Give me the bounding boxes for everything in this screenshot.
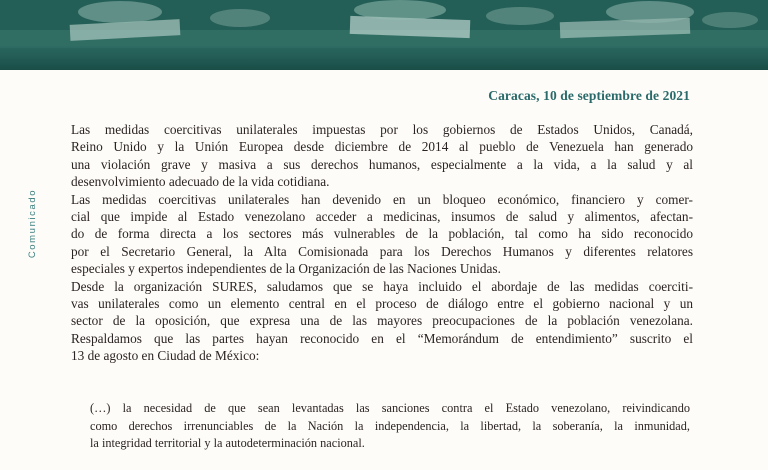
paragraph-1-line-3: una violación grave y masiva a sus derechos humanos, especialmente a la vida, a la salud y al — [71, 156, 693, 172]
paragraph-2-line-2: cial que impide al Estado venezolano acceder a medicinas, insumos de salud y alimentos, afectan- — [71, 208, 693, 224]
paragraph-3-line-1: Desde la organización SURES, saludamos que se haya incluido el abordaje de las medidas coerciti- — [71, 278, 693, 294]
paragraph-3-line-2: vas unilaterales como un elemento central en el proceso de diálogo entre el gobierno nacional y un — [71, 295, 693, 311]
meeting-photo — [0, 0, 768, 70]
paragraph-2-line-4: por el Secretario General, la Alta Comisionada para los Derechos Humanos y diferentes relatores — [71, 243, 693, 259]
paragraph-4-line-1: Respaldamos que las partes hayan reconocido en el “Memorándum de entendimiento” suscrito el — [71, 330, 693, 346]
side-label-text: Comunicado — [27, 188, 39, 258]
paragraph-1-line-4: desenvolvimiento adecuado de la vida cotidiana. — [71, 174, 330, 190]
header-banner-image — [0, 0, 768, 70]
section-side-label — [26, 182, 40, 264]
quote-line-1: (…) la necesidad de que sean levantadas las sanciones contra el Estado venezolano, reivindicando — [90, 401, 690, 415]
quote-line-3: la integridad territorial y la autodeterminación nacional. — [90, 436, 365, 450]
quoted-memorandum-excerpt — [90, 400, 690, 453]
date-location-line: Caracas, 10 de septiembre de 2021 — [488, 88, 690, 103]
paragraph-1-line-2: Reino Unido y la Unión Europea desde diciembre de 2014 al pueblo de Venezuela han generado — [71, 139, 693, 155]
paragraph-2-line-3: do de forma directa a los sectores más vulnerables de la población, tal como ha sido reconocido — [71, 226, 693, 242]
paragraph-4-line-2: 13 de agosto en Ciudad de México: — [71, 348, 260, 364]
paragraph-2-line-5: especiales y expertos independientes de la Organización de las Naciones Unidas. — [71, 261, 501, 277]
paragraph-2-line-1: Las medidas coercitivas unilaterales han devenido en un bloqueo económico, financiero y comer- — [71, 191, 693, 207]
paragraph-3-line-3: sector de la oposición, que expresa una de las mayores preocupaciones de la población venezolana. — [71, 313, 693, 329]
quote-line-2: como derechos irrenunciables de la Nación la independencia, la libertad, la soberanía, la inmunidad, — [90, 418, 690, 433]
paragraph-1-line-1: Las medidas coercitivas unilaterales impuestas por los gobiernos de Estados Unidos, Canadá, — [71, 122, 693, 137]
statement-body — [71, 121, 693, 364]
